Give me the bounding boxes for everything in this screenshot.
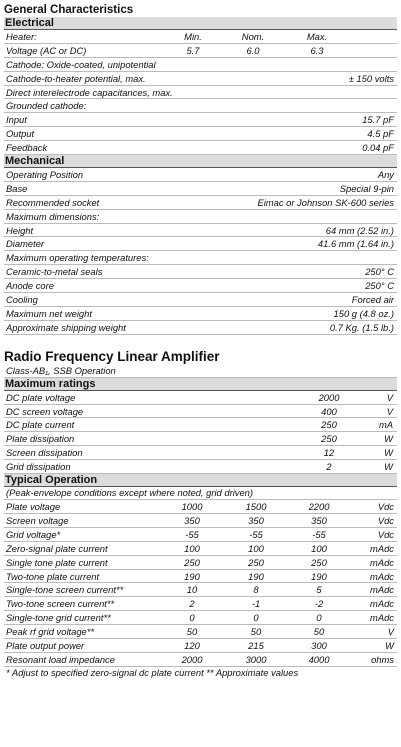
max-rating-row [4,405,397,419]
mechanical-value: Any [377,169,394,181]
typical-unit: Vdc [377,528,394,540]
typical-value-3: -2 [314,598,324,610]
typical-operation-rows [4,500,397,667]
typical-row [4,611,397,625]
typical-value-1: 1000 [181,501,203,513]
typical-value-3: 5 [316,584,322,596]
nom-header: Nom. [241,31,265,42]
mechanical-label: Maximum dimensions: [6,210,100,222]
typical-row [4,653,397,667]
mechanical-row [4,321,397,335]
max-rating-value: 2 [326,461,332,473]
typical-label: Grid voltage* [6,528,61,540]
mechanical-row [4,251,397,265]
electrical-label: Cathode-to-heater potential, max. [6,72,146,84]
electrical-label: Input [6,114,27,126]
mechanical-value: 64 mm (2.52 in.) [325,224,394,236]
typical-operation-note: (Peak-envelope conditions except where noted, grid driven) [4,487,397,500]
heater-voltage-label: Voltage (AC or DC) [6,44,87,56]
max-rating-value: 250 [321,419,337,431]
electrical-rows [4,58,397,155]
max-rating-label: DC plate voltage [6,391,76,403]
typical-value-2: 3000 [245,653,267,665]
mechanical-label: Diameter [6,238,45,250]
typical-value-1: 2 [189,598,195,610]
typical-label: Two-tone screen current** [6,598,115,610]
typical-unit: V [387,626,394,638]
mechanical-row [4,196,397,210]
max-rating-value: 400 [321,405,337,417]
typical-value-2: -55 [249,528,263,540]
typical-label: Plate voltage [6,501,61,513]
typical-value-3: 300 [311,639,327,651]
mechanical-value: 150 g (4.8 oz.) [333,307,394,319]
mechanical-value: 41.6 mm (1.64 in.) [317,238,394,250]
typical-value-1: 2000 [181,653,203,665]
typical-row [4,556,397,570]
typical-label: Single-tone screen current** [6,584,124,596]
typical-value-2: 215 [248,639,264,651]
max-rating-unit: V [386,405,393,417]
mechanical-row [4,168,397,182]
mechanical-label: Recommended socket [6,196,100,208]
electrical-label: Output [6,128,35,140]
max-rating-label: DC plate current [6,419,75,431]
max-rating-label: Screen dissipation [6,447,83,459]
electrical-label: Grounded cathode: [6,100,87,112]
max-rating-row [4,460,397,474]
typical-value-1: 0 [189,612,195,624]
mechanical-row [4,182,397,196]
typical-row [4,500,397,514]
heater-voltage-nom: 6.0 [246,44,260,56]
max-rating-label: DC screen voltage [6,405,84,417]
mechanical-value: 250° C [365,280,394,292]
max-rating-value: 250 [321,433,337,445]
max-rating-value: 12 [323,447,335,459]
typical-label: Peak rf grid voltage** [6,626,95,638]
max-rating-value: 2000 [318,391,340,403]
typical-value-3: 50 [313,626,325,638]
typical-value-2: 350 [248,514,264,526]
max-rating-row [4,391,397,405]
typical-value-3: 250 [311,556,327,568]
mechanical-value: Special 9-pin [339,182,394,194]
typical-value-3: 4000 [308,653,330,665]
typical-value-3: 190 [311,570,327,582]
typical-unit: mAdc [370,556,394,568]
mechanical-value: 250° C [365,266,394,278]
typical-value-1: 350 [184,514,200,526]
typical-value-2: 190 [248,570,264,582]
typical-value-3: 100 [311,542,327,554]
typical-value-2: 1500 [245,501,267,513]
electrical-value: 4.5 pF [367,128,394,140]
typical-row [4,583,397,597]
max-ratings-heading: Maximum ratings [4,378,397,391]
electrical-value: 15.7 pF [362,114,394,126]
datasheet [4,3,397,679]
mechanical-row [4,279,397,293]
heater-header-row [4,30,397,44]
electrical-row [4,113,397,127]
max-rating-label: Plate dissipation [6,433,75,445]
typical-unit: ohms [371,653,394,665]
typical-unit: Vdc [377,501,394,513]
max-rating-unit: mA [378,419,393,431]
typical-value-2: 8 [253,584,259,596]
max-rating-unit: W [384,461,393,473]
heater-label: Heater: [6,31,37,42]
typical-row [4,514,397,528]
max-rating-unit: W [384,447,393,459]
typical-value-2: 250 [248,556,264,568]
typical-unit: mAdc [370,542,394,554]
typical-row [4,625,397,639]
typical-value-1: 100 [184,542,200,554]
rf-amplifier-title: Radio Frequency Linear Amplifier [4,348,220,364]
general-characteristics-title: General Characteristics [4,4,134,16]
typical-unit: mAdc [370,598,394,610]
typical-row [4,542,397,556]
mechanical-label: Operating Position [6,169,84,181]
heater-voltage-row [4,44,397,58]
heater-voltage-min: 5.7 [186,44,200,56]
max-header: Max. [306,31,328,42]
typical-label: Single-tone grid current** [6,612,111,624]
typical-value-1: 50 [186,626,198,638]
typical-value-2: -1 [251,598,261,610]
electrical-row [4,99,397,113]
mechanical-label: Maximum operating temperatures: [6,252,149,264]
typical-unit: mAdc [370,612,394,624]
min-header: Min. [184,31,202,42]
electrical-row [4,127,397,141]
max-rating-row [4,418,397,432]
electrical-row [4,72,397,86]
mechanical-row [4,307,397,321]
typical-unit: W [385,639,394,651]
electrical-label: Direct interelectrode capacitances, max. [6,86,173,98]
mechanical-row [4,293,397,307]
max-rating-row [4,432,397,446]
mechanical-row [4,237,397,251]
mechanical-label: Maximum net weight [6,307,92,319]
mechanical-row [4,224,397,238]
mechanical-value: Forced air [351,294,394,306]
typical-label: Screen voltage [6,514,69,526]
electrical-label: Feedback [6,142,48,154]
typical-value-1: 190 [184,570,200,582]
max-rating-label: Grid dissipation [6,461,71,473]
typical-label: Single tone plate current [6,556,108,568]
footnote: * Adjust to specified zero-signal dc plate current ** Approximate values [6,666,299,678]
mechanical-rows [4,168,397,335]
mechanical-label: Height [6,224,34,236]
typical-value-2: 0 [253,612,259,624]
rf-amplifier-subtitle: Class-AB₁, SSB Operation [4,365,397,378]
typical-value-1: 250 [184,556,200,568]
max-rating-unit: V [386,391,393,403]
typical-value-3: 0 [316,612,322,624]
electrical-heading: Electrical [4,17,397,30]
typical-value-1: -55 [185,528,199,540]
heater-voltage-max: 6.3 [310,44,324,56]
mechanical-heading: Mechanical [4,155,397,168]
electrical-label: Cathode: Oxide-coated, unipotential [6,58,156,70]
mechanical-value: 0.7 Kg. (1.5 lb.) [329,321,394,333]
electrical-value: ± 150 volts [348,72,394,84]
electrical-value: 0.04 pF [362,142,394,154]
mechanical-row [4,265,397,279]
typical-value-2: 50 [250,626,262,638]
mechanical-label: Cooling [6,294,38,306]
typical-label: Two-tone plate current [6,570,100,582]
typical-value-3: 2200 [308,501,330,513]
mechanical-row [4,210,397,224]
typical-value-1: 120 [184,639,200,651]
typical-row [4,570,397,584]
typical-unit: mAdc [370,570,394,582]
typical-value-1: 10 [186,584,198,596]
typical-row [4,528,397,542]
electrical-row [4,58,397,72]
electrical-row [4,86,397,100]
typical-value-2: 100 [248,542,264,554]
typical-label: Plate output power [6,639,85,651]
typical-value-3: -55 [312,528,326,540]
mechanical-label: Ceramic-to-metal seals [6,266,103,278]
typical-label: Zero-signal plate current [6,542,108,554]
mechanical-label: Approximate shipping weight [6,321,126,333]
max-ratings-rows [4,391,397,474]
mechanical-label: Base [6,182,28,194]
typical-row [4,597,397,611]
max-rating-row [4,446,397,460]
typical-operation-heading: Typical Operation [4,474,397,487]
typical-value-3: 350 [311,514,327,526]
typical-row [4,639,397,653]
max-rating-unit: W [384,433,393,445]
typical-label: Resonant load impedance [6,653,115,665]
typical-unit: Vdc [377,514,394,526]
electrical-row [4,141,397,155]
mechanical-label: Anode core [6,280,54,292]
typical-unit: mAdc [370,584,394,596]
mechanical-value: Eimac or Johnson SK-600 series [257,196,394,208]
